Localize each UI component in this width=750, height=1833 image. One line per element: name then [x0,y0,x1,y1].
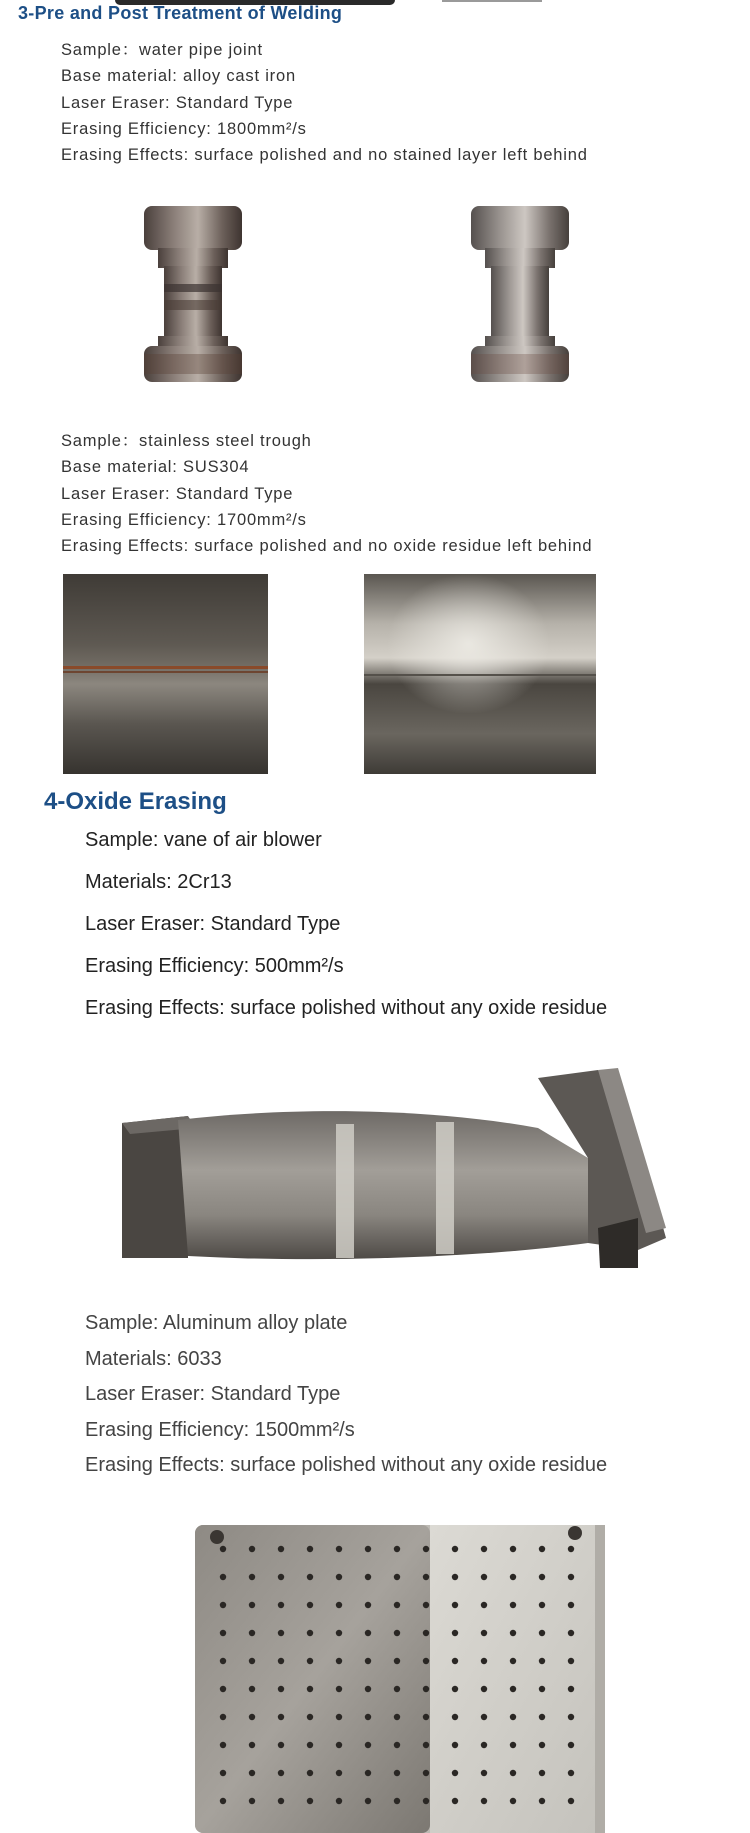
plate-hole [365,1742,371,1748]
plate-hole [539,1546,545,1552]
plate-hole [568,1546,574,1552]
plate-hole [481,1574,487,1580]
plate-hole [568,1658,574,1664]
plate-hole [394,1658,400,1664]
plate-hole [539,1714,545,1720]
plate-hole [423,1630,429,1636]
plate-hole [307,1686,313,1692]
plate-hole [510,1546,516,1552]
plate-hole [452,1658,458,1664]
plate-hole [307,1658,313,1664]
spec-sample: Sample：water pipe joint [61,41,263,59]
plate-hole [336,1742,342,1748]
plate-hole [336,1658,342,1664]
plate-hole [307,1574,313,1580]
plate-hole [336,1574,342,1580]
plate-hole [336,1602,342,1608]
spec-sample: Sample：stainless steel trough [61,432,312,450]
plate-hole [423,1686,429,1692]
plate-hole [336,1630,342,1636]
plate-hole [249,1546,255,1552]
stainless-trough-specs [61,428,592,559]
plate-hole [336,1546,342,1552]
plate-hole [249,1742,255,1748]
pipe-joint-after-image [465,204,575,384]
plate-hole [510,1658,516,1664]
spec-laser-eraser: Laser Eraser: Standard Type [61,484,294,503]
spec-effects: Erasing Effects: surface polished without any oxide residue [85,997,608,1019]
plate-hole [423,1602,429,1608]
plate-hole [539,1686,545,1692]
plate-hole [278,1770,284,1776]
plate-hole [278,1574,284,1580]
plate-hole [481,1602,487,1608]
plate-hole [278,1714,284,1720]
spec-laser-eraser: Laser Eraser: Standard Type [85,1383,341,1405]
section-3-title: 3-Pre and Post Treatment of Welding [18,3,343,23]
plate-hole [220,1686,226,1692]
plate-hole [278,1798,284,1804]
plate-hole [365,1686,371,1692]
aluminum-plate-specs [85,1306,607,1484]
plate-hole [307,1546,313,1552]
plate-hole [539,1574,545,1580]
plate-hole [481,1714,487,1720]
plate-hole [220,1742,226,1748]
pipe-joint-before-image [138,204,248,384]
plate-hole [481,1546,487,1552]
plate-hole [336,1798,342,1804]
plate-hole [423,1714,429,1720]
plate-hole [539,1742,545,1748]
spec-effects: Erasing Effects: surface polished and no stained layer left behind [61,146,588,165]
plate-hole [423,1798,429,1804]
spec-efficiency: Erasing Efficiency: 1500mm²/s [85,1418,355,1441]
plate-hole [423,1574,429,1580]
steel-trough-before-image [63,574,268,774]
plate-hole [510,1686,516,1692]
plate-hole [278,1602,284,1608]
plate-hole [220,1602,226,1608]
plate-hole [510,1798,516,1804]
plate-hole [452,1546,458,1552]
plate-hole [539,1798,545,1804]
plate-hole [568,1630,574,1636]
spec-laser-eraser: Laser Eraser: Standard Type [85,913,341,935]
plate-hole [568,1686,574,1692]
plate-hole [278,1658,284,1664]
spec-efficiency: Erasing Efficiency: 1700mm²/s [61,510,307,529]
plate-hole [568,1742,574,1748]
plate-hole [278,1546,284,1552]
plate-hole [539,1602,545,1608]
plate-hole [220,1798,226,1804]
plate-hole [307,1630,313,1636]
pipe-joint-specs [61,37,588,168]
steel-trough-after-image [364,574,596,774]
plate-hole [336,1714,342,1720]
plate-hole [568,1574,574,1580]
plate-hole [481,1770,487,1776]
plate-hole [307,1602,313,1608]
plate-hole [452,1770,458,1776]
plate-hole [568,1798,574,1804]
plate-hole [481,1798,487,1804]
plate-hole [394,1546,400,1552]
plate-hole [539,1658,545,1664]
spec-effects: Erasing Effects: surface polished without any oxide residue [85,1454,608,1476]
plate-hole [481,1686,487,1692]
plate-hole [568,1602,574,1608]
plate-hole [394,1742,400,1748]
air-blower-vane-specs [85,819,607,1029]
plate-hole [307,1770,313,1776]
plate-hole [539,1630,545,1636]
plate-hole [394,1574,400,1580]
spec-sample: Sample: vane of air blower [85,829,322,851]
plate-hole [220,1714,226,1720]
plate-hole [394,1630,400,1636]
plate-hole [394,1714,400,1720]
plate-hole [336,1686,342,1692]
plate-hole [365,1574,371,1580]
plate-hole [452,1630,458,1636]
plate-hole [510,1574,516,1580]
plate-hole [452,1714,458,1720]
plate-hole [481,1658,487,1664]
spec-efficiency: Erasing Efficiency: 500mm²/s [85,955,344,977]
plate-hole [423,1770,429,1776]
plate-hole [307,1742,313,1748]
plate-hole [307,1798,313,1804]
plate-hole [249,1658,255,1664]
plate-bolt-hole [568,1526,582,1540]
plate-hole [365,1714,371,1720]
plate-hole [249,1574,255,1580]
plate-hole [394,1798,400,1804]
top-image-edge-right [442,0,542,2]
plate-hole [423,1658,429,1664]
spec-materials: Materials: 6033 [85,1347,222,1370]
spec-materials: Materials: 2Cr13 [85,871,232,893]
plate-hole [278,1742,284,1748]
plate-hole [249,1714,255,1720]
plate-hole [220,1546,226,1552]
plate-hole [307,1714,313,1720]
plate-hole [539,1770,545,1776]
plate-bolt-hole [210,1530,224,1544]
section-4-title: 4-Oxide Erasing [44,788,227,815]
plate-hole [510,1630,516,1636]
spec-base-material: Base material: SUS304 [61,458,250,477]
spec-sample: Sample: Aluminum alloy plate [85,1312,348,1334]
spec-laser-eraser: Laser Eraser: Standard Type [61,93,294,112]
plate-hole [510,1742,516,1748]
plate-hole [249,1686,255,1692]
plate-hole [278,1686,284,1692]
plate-hole [278,1630,284,1636]
spec-efficiency: Erasing Efficiency: 1800mm²/s [61,119,307,138]
aluminum-plate-image [195,1525,605,1833]
plate-hole [568,1714,574,1720]
plate-hole [452,1686,458,1692]
plate-hole [452,1742,458,1748]
plate-hole [249,1630,255,1636]
plate-hole [452,1798,458,1804]
plate-hole [365,1630,371,1636]
plate-hole [510,1602,516,1608]
plate-hole [452,1602,458,1608]
plate-hole [394,1686,400,1692]
plate-hole [220,1770,226,1776]
spec-effects: Erasing Effects: surface polished and no oxide residue left behind [61,537,593,556]
plate-hole [249,1770,255,1776]
spec-base-material: Base material: alloy cast iron [61,67,296,86]
plate-hole [336,1770,342,1776]
plate-hole [249,1798,255,1804]
plate-hole [510,1770,516,1776]
plate-hole [568,1770,574,1776]
plate-hole [365,1546,371,1552]
plate-hole [365,1798,371,1804]
plate-hole [249,1602,255,1608]
plate-hole [452,1574,458,1580]
plate-hole [394,1602,400,1608]
plate-hole [365,1770,371,1776]
plate-hole [423,1546,429,1552]
plate-hole [220,1658,226,1664]
air-blower-vane-image [118,1068,670,1268]
plate-hole [481,1742,487,1748]
plate-hole [481,1630,487,1636]
plate-hole [220,1630,226,1636]
plate-hole [510,1714,516,1720]
plate-hole [220,1574,226,1580]
plate-hole [394,1770,400,1776]
plate-hole [365,1602,371,1608]
plate-hole [365,1658,371,1664]
plate-hole [423,1742,429,1748]
